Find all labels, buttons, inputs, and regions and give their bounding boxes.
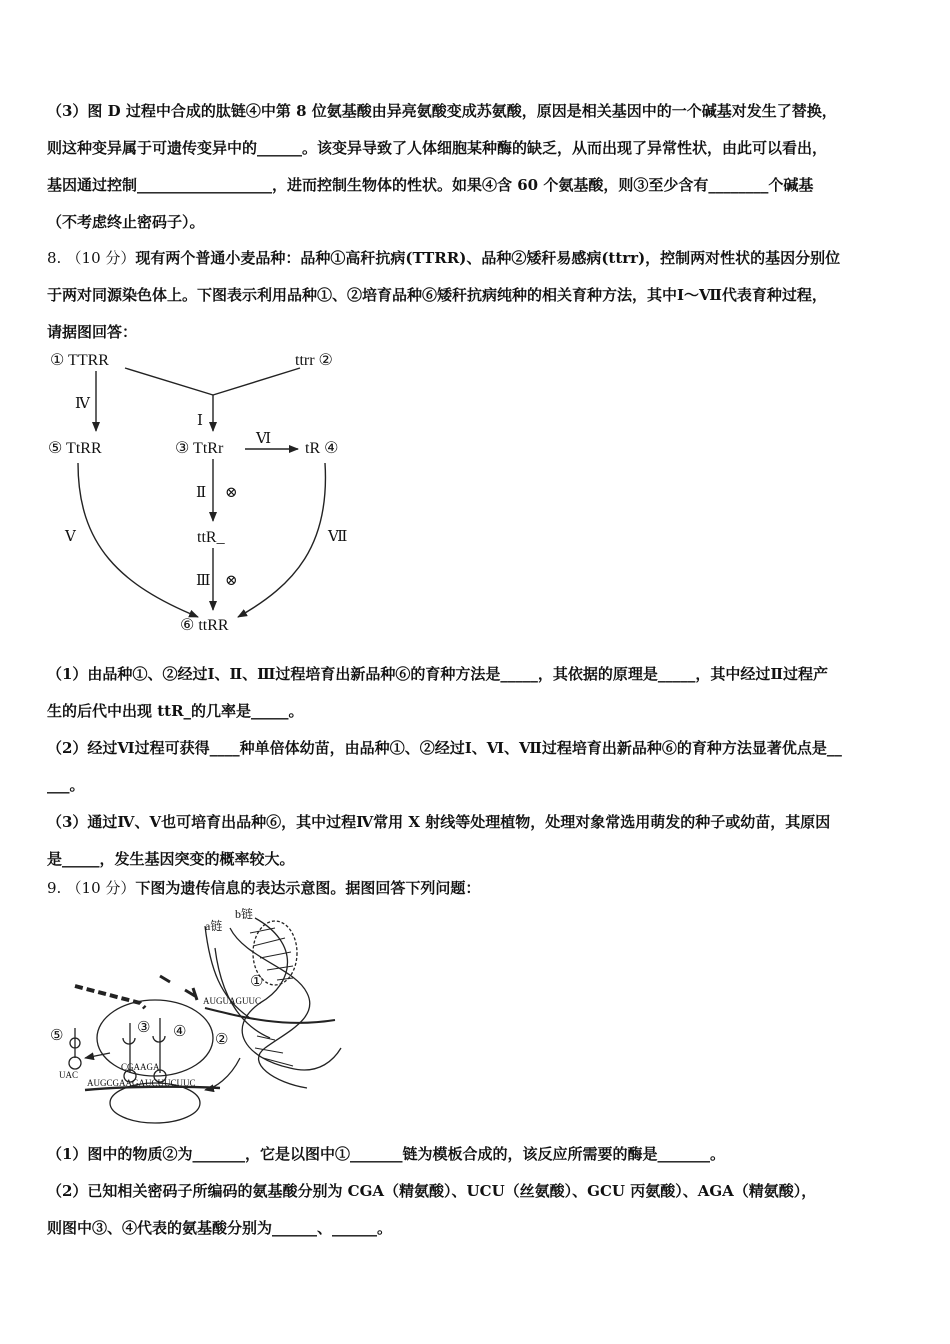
selfing-symbol-1: ⊗ [225, 485, 238, 501]
q8-sub2-line1: （2）经过Ⅵ过程可获得____种单倍体幼苗，由品种①、②经过Ⅰ、Ⅵ、Ⅶ过程培育出新品种⑥的育种方法显著优点是__ [47, 739, 842, 757]
q8-sub2-line2: ___。 [47, 776, 85, 794]
sequence-anticodons: CGAAGA [121, 1062, 160, 1072]
sequence-codons: AUGCGAAGAUCUUCUUC [87, 1078, 196, 1088]
node-tr-variety4: tR ④ [305, 440, 339, 457]
breeding-diagram [40, 345, 360, 640]
q7-part3-line3: 基因通过控制__________________，进而控制生物体的性状。如果④含 60 个氨基酸，则③至少含有________个碱基 [47, 176, 814, 194]
q8-subquestions [47, 656, 909, 878]
q8-intro-line3: 请据图回答： [47, 323, 138, 341]
label-process-vi: Ⅵ [256, 431, 272, 447]
node-ttr-mid: ttR_ [197, 529, 225, 546]
q8-sub3-line2: 是_____，发生基因突变的概率较大。 [47, 850, 295, 868]
arrow-process-vii [238, 463, 325, 617]
trna-group [69, 1018, 166, 1082]
q8-sub1-line2: 生的后代中出现 ttR_的几率是_____。 [47, 702, 304, 720]
label-b-chain: b链 [235, 908, 254, 921]
q8-score: （10 分） [66, 249, 136, 267]
selfing-symbol-2: ⊗ [225, 573, 238, 589]
q9-sub2-line1: （2）已知相关密码子所编码的氨基酸分别为 CGA（精氨酸）、UCU（丝氨酸）、GCU 丙氨酸）、AGA（精氨酸）， [47, 1182, 817, 1200]
node-ttrr-variety2: ttrr ② [295, 352, 333, 369]
node-ttrr-variety1: ① TTRR [50, 352, 109, 369]
mrna-strand [205, 1008, 335, 1023]
q8-intro-line2: 于两对同源染色体上。下图表示利用品种①、②培育品种⑥矮秆抗病纯种的相关育种方法，其中Ⅰ～Ⅶ代表育种过程， [47, 286, 827, 304]
label-process-vii: Ⅶ [328, 529, 348, 545]
sequence-mrna: AUGUAGUUC [203, 996, 261, 1006]
label-circle-3: ③ [137, 1020, 151, 1036]
cross-line-left [125, 368, 213, 395]
dna-strand-b [242, 918, 341, 1070]
label-process-iii: Ⅲ [196, 573, 211, 589]
cross-line-right [213, 368, 300, 395]
label-circle-4: ④ [173, 1024, 187, 1040]
q9-sub2-line2: 则图中③、④代表的氨基酸分别为______、______。 [47, 1219, 393, 1237]
q9-sub1: （1）图中的物质②为_______，它是以图中①_______链为模板合成的，该反应所需要的酶是_______。 [47, 1145, 725, 1163]
q8-intro-line1 [47, 240, 909, 277]
trna-release-arrow [85, 1053, 110, 1058]
label-circle-5: ⑤ [50, 1028, 64, 1044]
node-ttrr-variety5: ⑤ TtRR [48, 440, 102, 457]
sequence-uac: UAC [59, 1070, 79, 1080]
q8-sub1-line1: （1）由品种①、②经过Ⅰ、Ⅱ、Ⅲ过程培育出新品种⑥的育种方法是_____，其依据的原理是_____，其中经过Ⅱ过程产 [47, 665, 829, 683]
node-ttrr-variety3: ③ TtRr [175, 440, 224, 457]
q8-intro-text1: 现有两个普通小麦品种：品种①高秆抗病(TTRR)、品种②矮秆易感病(ttrr)，控制两对性状的基因分别位 [135, 249, 841, 267]
node-ttrr-variety6: ⑥ ttRR [180, 617, 229, 634]
amino-acids-free [160, 976, 197, 1000]
q9-intro [47, 870, 909, 907]
label-circle-2: ② [215, 1032, 229, 1048]
q9-number: 9. [47, 879, 62, 897]
trna-5 [70, 1028, 80, 1058]
peptide-chain [75, 986, 145, 1008]
q8-intro [47, 240, 909, 351]
label-a-chain: a链 [205, 919, 223, 933]
q8-number: 8. [47, 249, 62, 267]
q7-part3-line4: （不考虑终止密码子）。 [47, 213, 205, 231]
label-process-i: Ⅰ [197, 413, 203, 429]
label-process-v: Ⅴ [65, 529, 76, 545]
label-circle-1: ① [250, 974, 264, 990]
dna-strand-a [230, 928, 310, 1088]
gene-expression-figure [45, 908, 345, 1128]
ribosome-small [110, 1083, 200, 1123]
q7-part3-line2: 则这种变异属于可遗传变异中的______。该变异导致了人体细胞某种酶的缺乏，从而出现了异常性状，由此可以看出， [47, 139, 828, 157]
label-process-iv: Ⅳ [75, 396, 90, 412]
label-process-ii: Ⅱ [196, 485, 207, 501]
q9-score: （10 分） [66, 879, 136, 897]
q9-subquestions [47, 1136, 909, 1247]
q9-intro-text: 下图为遗传信息的表达示意图。据图回答下列问题： [135, 879, 481, 897]
arrow-process-v [78, 463, 198, 617]
q7-part3-line1: （3）图 D 过程中合成的肽链④中第 8 位氨基酸由异亮氨酸变成苏氨酸，原因是相关基因中的一个碱基对发生了替换， [47, 102, 837, 120]
mrna-to-ribosome-arrow [205, 1058, 240, 1090]
q8-sub3-line1: （3）通过Ⅳ、Ⅴ也可培育出品种⑥，其中过程Ⅳ常用 X 射线等处理植物，处理对象常选用萌发的种子或幼苗，其原因 [47, 813, 831, 831]
q7-part3 [47, 93, 909, 241]
